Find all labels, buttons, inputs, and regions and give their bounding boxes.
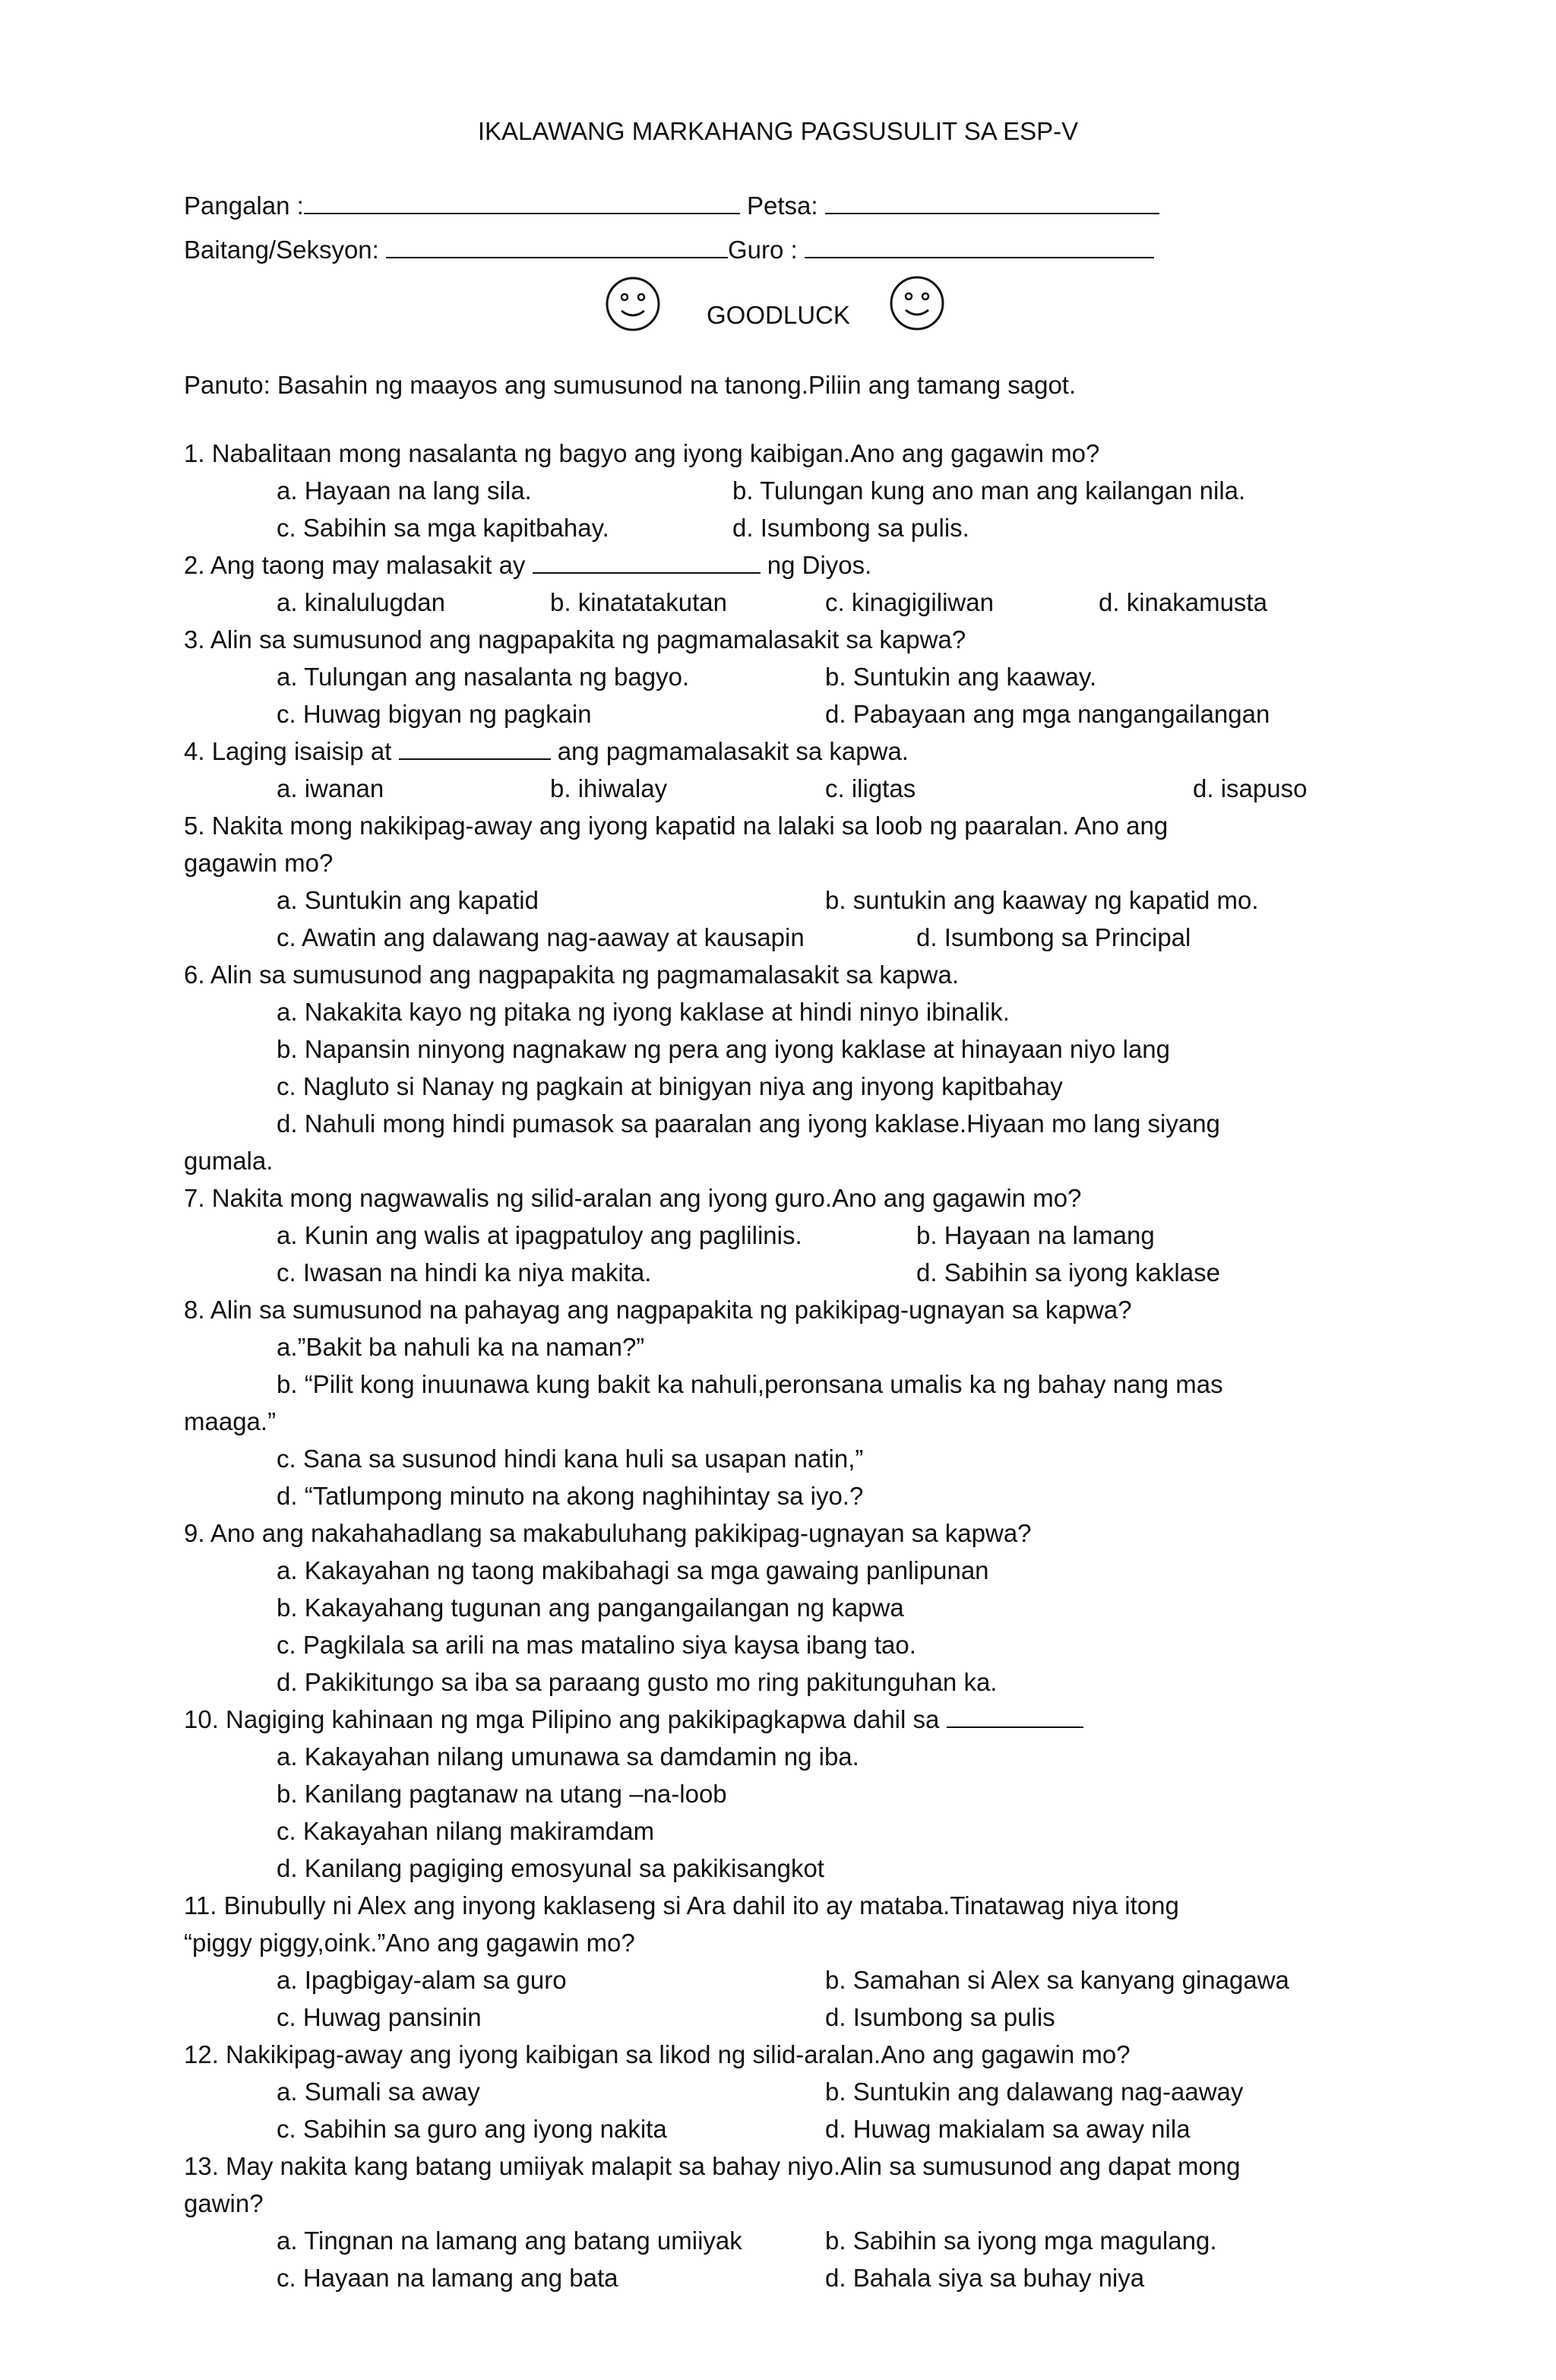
question-3: 3. Alin sa sumusunod ang nagpapakita ng pagmamalasakit sa kapwa?: [184, 625, 966, 654]
choice-10c[interactable]: c. Kakayahan nilang makiramdam: [277, 1817, 655, 1845]
choice-5a[interactable]: a. Suntukin ang kapatid: [277, 886, 539, 914]
question-2: 2. Ang taong may malasakit ay ng Diyos.: [184, 546, 871, 584]
instructions: Panuto: Basahin ng maayos ang sumusunod na tanong.Piliin ang tamang sagot.: [184, 371, 1077, 399]
question-13-cont: gawin?: [184, 2189, 264, 2217]
choice-9c[interactable]: c. Pagkilala sa arili na mas matalino siya kaysa ibang tao.: [277, 1631, 916, 1659]
question-12: 12. Nakikipag-away ang iyong kaibigan sa likod ng silid-aralan.Ano ang gagawin mo?: [184, 2040, 1131, 2068]
choice-6d[interactable]: d. Nahuli mong hindi pumasok sa paaralan ang iyong kaklase.Hiyaan mo lang siyang: [277, 1109, 1220, 1138]
grade-row: [184, 231, 1154, 268]
choice-10d[interactable]: d. Kanilang pagiging emosyunal sa pakikisangkot: [277, 1854, 824, 1882]
goodluck-text: GOODLUCK: [707, 301, 850, 329]
question-4-blank[interactable]: [399, 733, 551, 760]
name-row: [184, 187, 1159, 224]
choice-8b[interactable]: b. “Pilit kong inuunawa kung bakit ka nahuli,peronsana umalis ka ng bahay nang mas: [277, 1370, 1223, 1398]
choice-1a[interactable]: a. Hayaan na lang sila.: [277, 476, 532, 505]
choice-11b[interactable]: b. Samahan si Alex sa kanyang ginagawa: [825, 1966, 1289, 1994]
smiley-left-icon: [605, 276, 661, 332]
question-8: 8. Alin sa sumusunod na pahayag ang nagpapakita ng pakikipag-ugnayan sa kapwa?: [184, 1296, 1132, 1324]
choice-4d[interactable]: d. isapuso: [1193, 774, 1308, 802]
choice-8b-cont: maaga.”: [184, 1407, 277, 1435]
smiley-right-icon: [889, 275, 945, 331]
choice-6c[interactable]: c. Nagluto si Nanay ng pagkain at binigyan niya ang inyong kapitbahay: [277, 1072, 1063, 1100]
exam-title: IKALAWANG MARKAHANG PAGSUSULIT SA ESP-V: [477, 117, 1079, 145]
choice-7d[interactable]: d. Sabihin sa iyong kaklase: [916, 1258, 1220, 1287]
choice-1d[interactable]: d. Isumbong sa pulis.: [732, 514, 969, 542]
name-blank[interactable]: [304, 187, 740, 214]
choice-9b[interactable]: b. Kakayahang tugunan ang pangangailangan ng kapwa: [277, 1594, 904, 1622]
question-13: 13. May nakita kang batang umiiyak malapit sa bahay niyo.Alin sa sumusunod ang dapat mong: [184, 2152, 1241, 2180]
question-11-cont: “piggy piggy,oink.”Ano ang gagawin mo?: [184, 1929, 635, 1957]
choice-10a[interactable]: a. Kakayahan nilang umunawa sa damdamin ng iba.: [277, 1742, 859, 1771]
choice-4c[interactable]: c. iligtas: [825, 774, 916, 802]
choice-4a[interactable]: a. iwanan: [277, 774, 384, 802]
grade-blank[interactable]: [386, 231, 728, 258]
choice-12a[interactable]: a. Sumali sa away: [277, 2078, 480, 2106]
question-5-cont: gagawin mo?: [184, 849, 334, 877]
choice-7c[interactable]: c. Iwasan na hindi ka niya makita.: [277, 1258, 652, 1287]
choice-6d-cont: gumala.: [184, 1147, 274, 1175]
choice-5b[interactable]: b. suntukin ang kaaway ng kapatid mo.: [825, 886, 1259, 914]
choice-1c[interactable]: c. Sabihin sa mga kapitbahay.: [277, 514, 609, 542]
choice-9a[interactable]: a. Kakayahan ng taong makibahagi sa mga gawaing panlipunan: [277, 1556, 989, 1584]
choice-13a[interactable]: a. Tingnan na lamang ang batang umiiyak: [277, 2227, 742, 2255]
question-10-blank[interactable]: [947, 1701, 1083, 1728]
choice-6b[interactable]: b. Napansin ninyong nagnakaw ng pera ang iyong kaklase at hinayaan niyo lang: [277, 1035, 1171, 1063]
choice-5c[interactable]: c. Awatin ang dalawang nag-aaway at kausapin: [277, 923, 805, 951]
teacher-label: Guro :: [728, 236, 798, 264]
choice-9d[interactable]: d. Pakikitungo sa iba sa paraang gusto mo ring pakitunguhan ka.: [277, 1668, 998, 1696]
question-10: 10. Nagiging kahinaan ng mga Pilipino ang pakikipagkapwa dahil sa: [184, 1701, 1083, 1738]
choice-13d[interactable]: d. Bahala siya sa buhay niya: [825, 2264, 1145, 2292]
date-label: Petsa:: [746, 191, 818, 220]
question-7: 7. Nakita mong nagwawalis ng silid-aralan ang iyong guro.Ano ang gagawin mo?: [184, 1184, 1082, 1212]
choice-12c[interactable]: c. Sabihin sa guro ang iyong nakita: [277, 2115, 667, 2143]
choice-2b[interactable]: b. kinatatakutan: [550, 588, 727, 616]
question-5: 5. Nakita mong nakikipag-away ang iyong kapatid na lalaki sa loob ng paaralan. Ano ang: [184, 812, 1169, 840]
question-9: 9. Ano ang nakahahadlang sa makabuluhang pakikipag-ugnayan sa kapwa?: [184, 1519, 1032, 1547]
choice-12d[interactable]: d. Huwag makialam sa away nila: [825, 2115, 1191, 2143]
choice-13b[interactable]: b. Sabihin sa iyong mga magulang.: [825, 2227, 1217, 2255]
question-1: 1. Nabalitaan mong nasalanta ng bagyo ang iyong kaibigan.Ano ang gagawin mo?: [184, 439, 1100, 467]
choice-11d[interactable]: d. Isumbong sa pulis: [825, 2003, 1055, 2031]
choice-5d[interactable]: d. Isumbong sa Principal: [916, 923, 1191, 951]
choice-13c[interactable]: c. Hayaan na lamang ang bata: [277, 2264, 618, 2292]
choice-2a[interactable]: a. kinalulugdan: [277, 588, 446, 616]
choice-1b[interactable]: b. Tulungan kung ano man ang kailangan nila.: [732, 476, 1246, 505]
choice-3b[interactable]: b. Suntukin ang kaaway.: [825, 663, 1097, 691]
choice-7a[interactable]: a. Kunin ang walis at ipagpatuloy ang paglilinis.: [277, 1221, 802, 1249]
choice-3d[interactable]: d. Pabayaan ang mga nangangailangan: [825, 700, 1270, 728]
choice-2c[interactable]: c. kinagigiliwan: [825, 588, 994, 616]
grade-label: Baitang/Seksyon:: [184, 236, 379, 264]
choice-11c[interactable]: c. Huwag pansinin: [277, 2003, 482, 2031]
choice-4b[interactable]: b. ihiwalay: [550, 774, 668, 802]
question-2-blank[interactable]: [533, 546, 761, 574]
choice-3c[interactable]: c. Huwag bigyan ng pagkain: [277, 700, 592, 728]
question-6: 6. Alin sa sumusunod ang nagpapakita ng pagmamalasakit sa kapwa.: [184, 961, 959, 989]
choice-8a[interactable]: a.”Bakit ba nahuli ka na naman?”: [277, 1333, 645, 1361]
choice-2d[interactable]: d. kinakamusta: [1099, 588, 1267, 616]
choice-3a[interactable]: a. Tulungan ang nasalanta ng bagyo.: [277, 663, 690, 691]
name-label: Pangalan :: [184, 191, 304, 220]
choice-10b[interactable]: b. Kanilang pagtanaw na utang –na-loob: [277, 1780, 727, 1808]
question-4: 4. Laging isaisip at ang pagmamalasakit sa kapwa.: [184, 733, 909, 770]
choice-6a[interactable]: a. Nakakita kayo ng pitaka ng iyong kaklase at hindi ninyo ibinalik.: [277, 998, 1010, 1026]
choice-12b[interactable]: b. Suntukin ang dalawang nag-aaway: [825, 2078, 1244, 2106]
choice-11a[interactable]: a. Ipagbigay-alam sa guro: [277, 1966, 567, 1994]
date-blank[interactable]: [825, 187, 1159, 214]
choice-8c[interactable]: c. Sana sa susunod hindi kana huli sa usapan natin,”: [277, 1445, 864, 1473]
choice-7b[interactable]: b. Hayaan na lamang: [916, 1221, 1155, 1249]
teacher-blank[interactable]: [805, 231, 1154, 258]
question-11: 11. Binubully ni Alex ang inyong kaklaseng si Ara dahil ito ay mataba.Tinatawag niya itong: [184, 1891, 1179, 1920]
choice-8d[interactable]: d. “Tatlumpong minuto na akong naghihintay sa iyo.?: [277, 1482, 864, 1510]
